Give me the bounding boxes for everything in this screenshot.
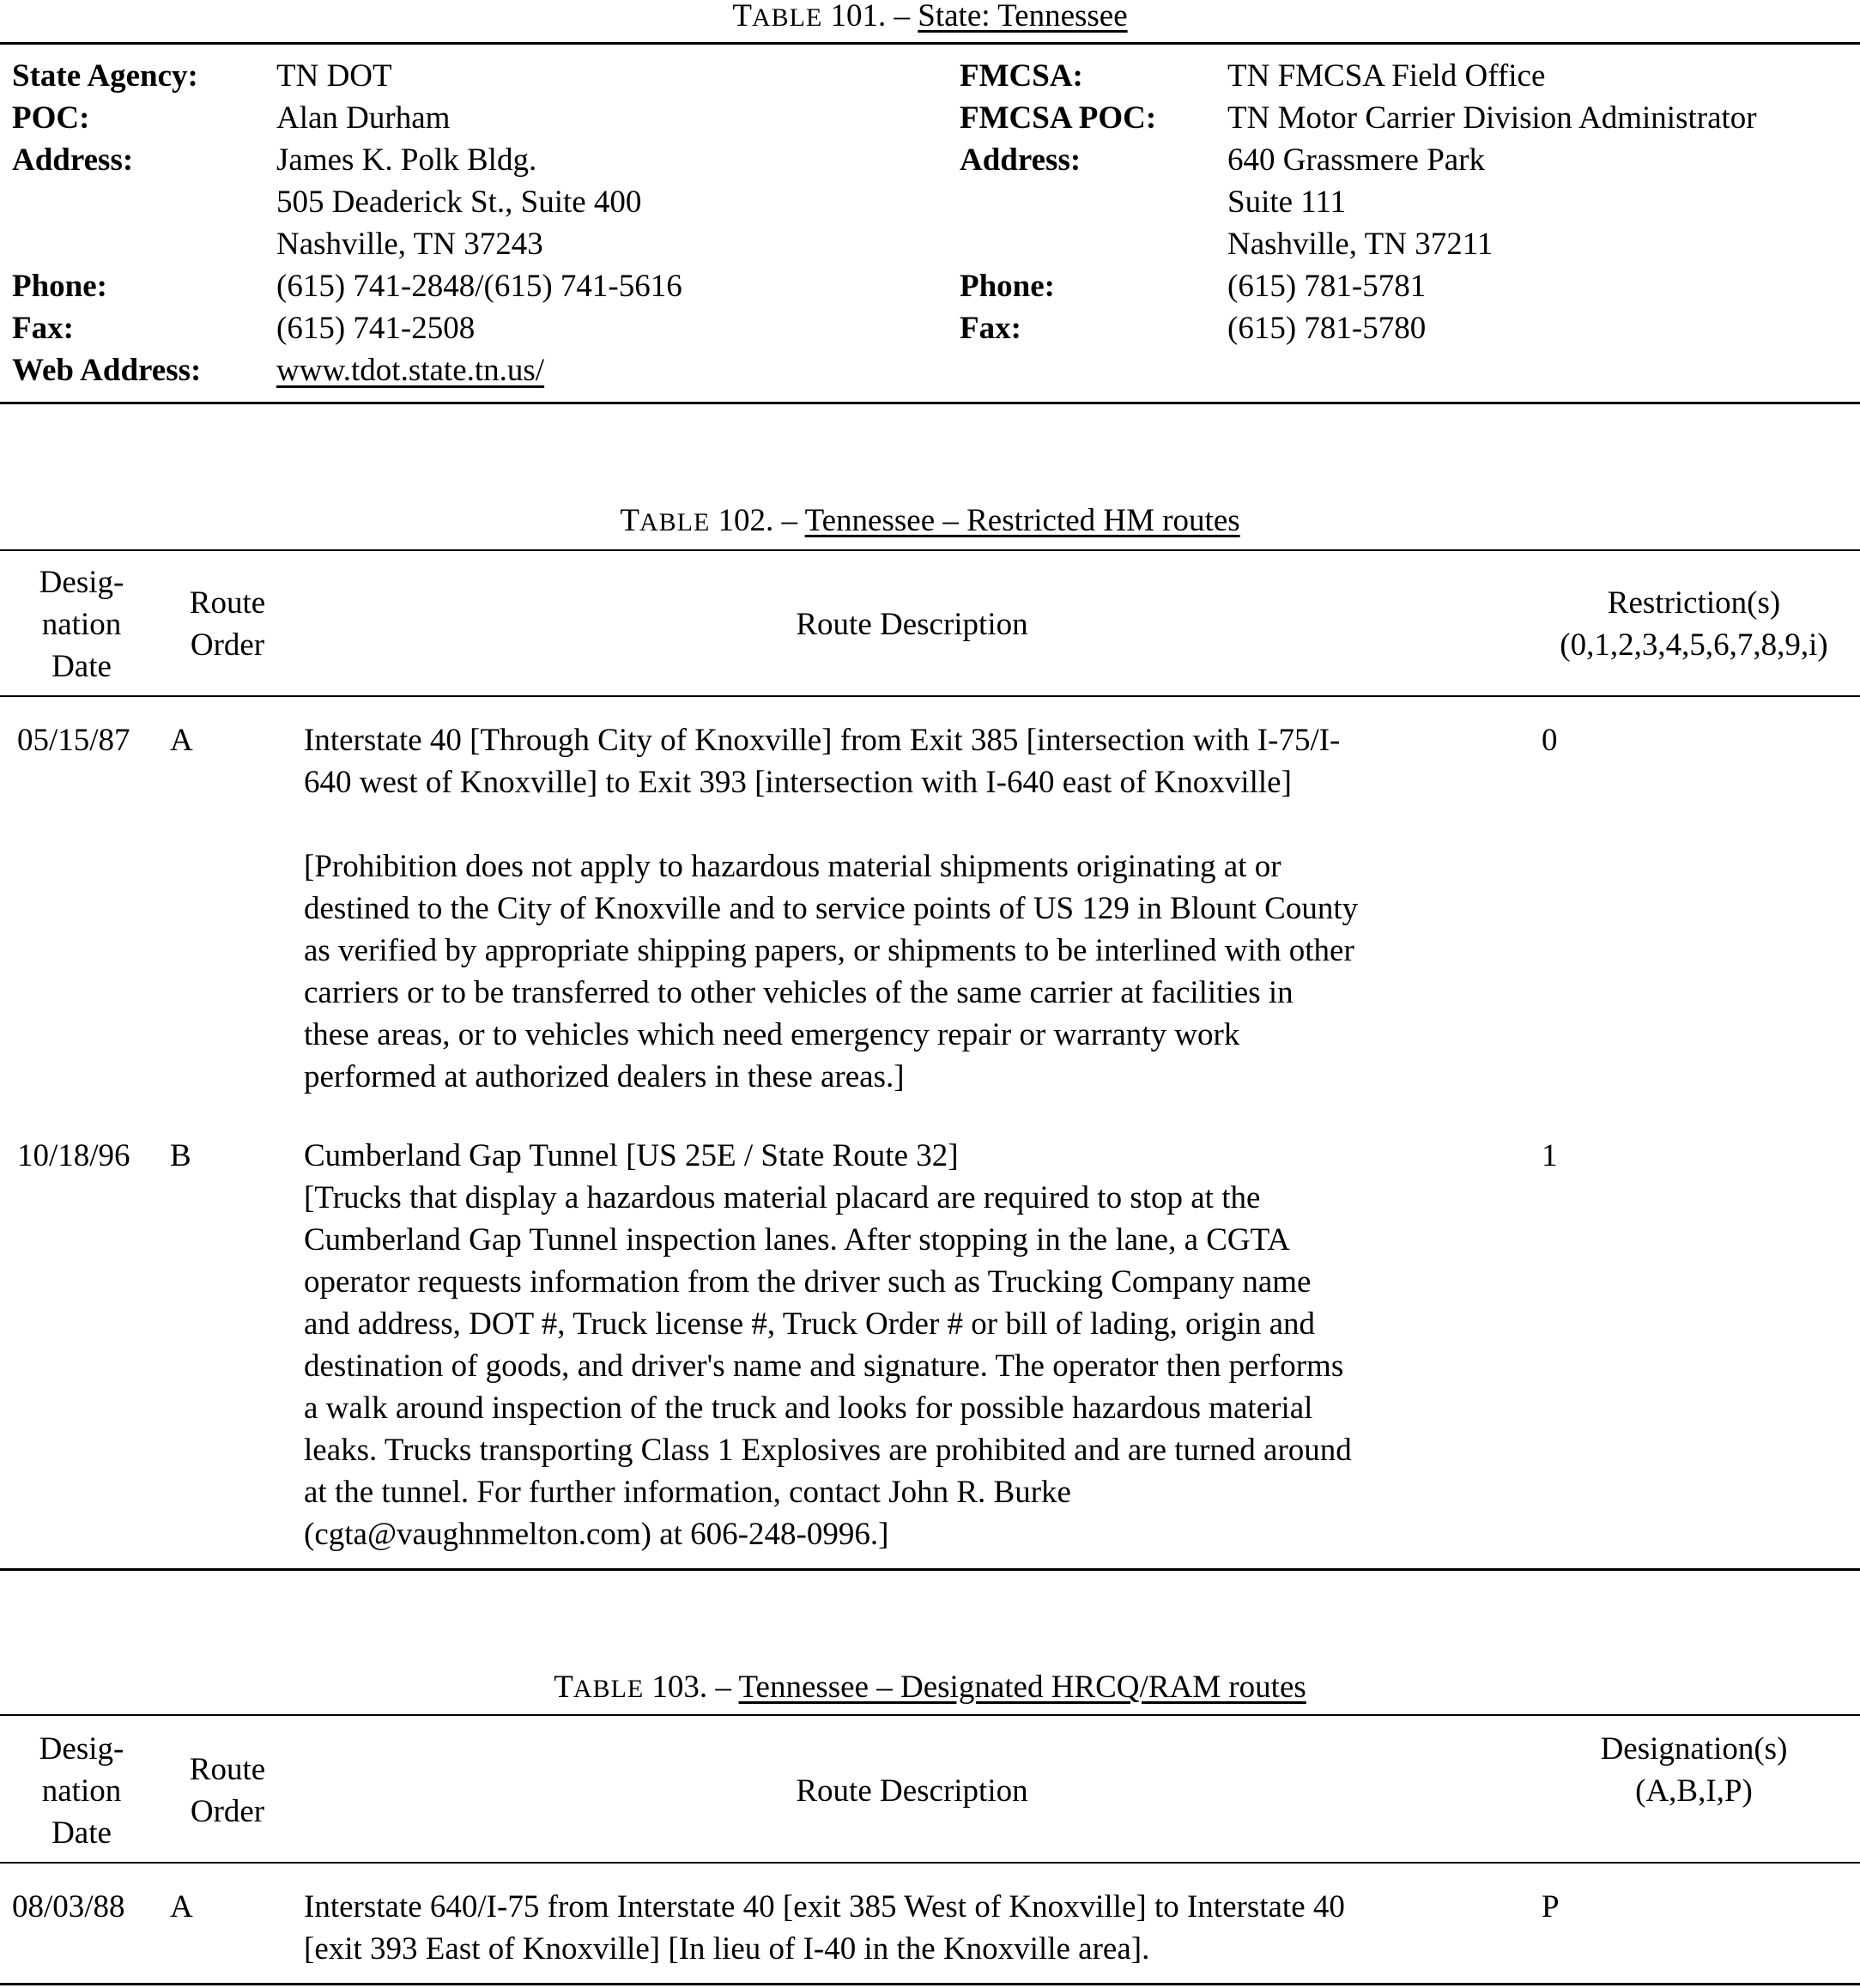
- fmcsa-poc-label: FMCSA POC:: [960, 100, 1157, 136]
- col-header-route-description-103: Route Description: [796, 1773, 1028, 1809]
- fmcsa-address-line-3: Nashville, TN 37211: [1227, 227, 1493, 262]
- table-102-bottom-rule: [0, 1568, 1860, 1571]
- row-103-a-designation: P: [1542, 1889, 1560, 1924]
- fmcsa-phone-label: Phone:: [960, 269, 1055, 304]
- fmcsa-fax-label: Fax:: [960, 311, 1021, 346]
- table-101-bottom-rule: [0, 402, 1860, 404]
- col-header-route-order-103: Route Order: [189, 1752, 266, 1829]
- col-header-designation-date-103: Desig- nation Date: [39, 1731, 124, 1851]
- fmcsa-fax-value: (615) 781-5780: [1227, 311, 1427, 346]
- table-102-caption: TABLE 102. – Tennessee – Restricted HM routes: [620, 503, 1240, 538]
- table-101-title: State: Tennessee: [918, 0, 1128, 33]
- row-b-restriction: 1: [1542, 1138, 1558, 1173]
- table-102-top-rule: [0, 549, 1860, 551]
- col-header-restrictions: Restriction(s) (0,1,2,3,4,5,6,7,8,9,i): [1560, 585, 1828, 663]
- col-header-designation-date: Desig- nation Date: [39, 565, 124, 684]
- row-a-restriction: 0: [1542, 723, 1558, 758]
- state-fax-value: (615) 741-2508: [276, 311, 476, 346]
- row-103-a-date: 08/03/88: [12, 1889, 125, 1924]
- state-fax-label: Fax:: [12, 311, 74, 346]
- col-header-route-order: Route Order: [189, 585, 266, 663]
- col-header-route-description: Route Description: [796, 607, 1028, 642]
- poc-label: POC:: [12, 100, 90, 136]
- row-a-description: Interstate 40 [Through City of Knoxville] from Exit 385 [intersection with I-75/I- 640 west of Knoxville] to Exit 393 [intersection with I-640 east of Knoxville] [Prohibition does not apply to hazardous material shipments originating at or destined to the City of Knoxville and to service points of US 129 in Blount County as verified by appropriate shipping papers, or shipments to be interlined with other carriers or to be transferred to other vehicles of the same carrier at facilities in these areas, or to vehicles which need emergency repair or warranty work performed at authorized dealers in these areas.]: [304, 723, 1359, 1094]
- table-103-caption: TABLE 103. – Tennessee – Designated HRCQ/RAM routes: [554, 1670, 1306, 1705]
- fmcsa-label: FMCSA:: [960, 58, 1083, 94]
- state-address-label: Address:: [12, 142, 134, 178]
- row-b-date: 10/18/96: [17, 1138, 130, 1173]
- fmcsa-poc-value: TN Motor Carrier Division Administrator: [1227, 100, 1757, 136]
- table-101-caption: TABLE 101. – State: Tennessee: [732, 0, 1128, 33]
- fmcsa-address-label: Address:: [960, 142, 1081, 178]
- table-101-top-rule: [0, 42, 1860, 45]
- row-a-date: 05/15/87: [17, 723, 130, 758]
- state-phone-label: Phone:: [12, 269, 107, 304]
- col-header-designations: Designation(s) (A,B,I,P): [1600, 1731, 1788, 1809]
- web-address-label: Web Address:: [12, 353, 202, 388]
- row-b-order: B: [170, 1138, 191, 1173]
- state-address-line-1: James K. Polk Bldg.: [276, 142, 537, 178]
- table-103-header-rule: [0, 1862, 1860, 1864]
- row-103-a-description: Interstate 640/I-75 from Interstate 40 [exit 385 West of Knoxville] to Interstate 40 [exit 393 East of Knoxville] [In lieu of I-40 in the Knoxville area].: [304, 1889, 1345, 1967]
- state-agency-label: State Agency:: [12, 58, 198, 94]
- fmcsa-address-line-1: 640 Grassmere Park: [1227, 142, 1486, 178]
- table-102-title: Tennessee – Restricted HM routes: [804, 503, 1240, 538]
- state-address-line-3: Nashville, TN 37243: [276, 227, 543, 262]
- state-phone-value: (615) 741-2848/(615) 741-5616: [276, 269, 682, 304]
- row-b-description: Cumberland Gap Tunnel [US 25E / State Route 32] [Trucks that display a hazardous material placard are required to stop at the Cumberland Gap Tunnel inspection lanes. After stopping in the lane, a CGTA operator requests information from the driver such as Trucking Company name and address, DOT #, Truck license #, Truck Order # or bill of lading, origin and destination of goods, and driver's name and signature. The operator then performs a walk around inspection of the truck and looks for possible hazardous material leaks. Trucks transporting Class 1 Explosives are prohibited and are turned around at the tunnel. For further information, contact John R. Burke (cgta@vaughnmelton.com) at 606-248-0996.]: [304, 1138, 1352, 1552]
- row-103-a-order: A: [170, 1889, 193, 1924]
- state-address-line-2: 505 Deaderick St., Suite 400: [276, 185, 642, 220]
- web-address-link[interactable]: www.tdot.state.tn.us/: [276, 353, 545, 388]
- table-103-bottom-rule: [0, 1983, 1860, 1985]
- state-agency-value: TN DOT: [276, 58, 392, 94]
- table-103-title: Tennessee – Designated HRCQ/RAM routes: [738, 1670, 1306, 1705]
- poc-value: Alan Durham: [276, 100, 451, 136]
- table-103-top-rule: [0, 1714, 1860, 1716]
- table-102-header-rule: [0, 695, 1860, 697]
- fmcsa-value: TN FMCSA Field Office: [1227, 58, 1546, 94]
- fmcsa-phone-value: (615) 781-5781: [1227, 269, 1427, 304]
- fmcsa-address-line-2: Suite 111: [1227, 185, 1347, 220]
- row-a-order: A: [170, 723, 193, 758]
